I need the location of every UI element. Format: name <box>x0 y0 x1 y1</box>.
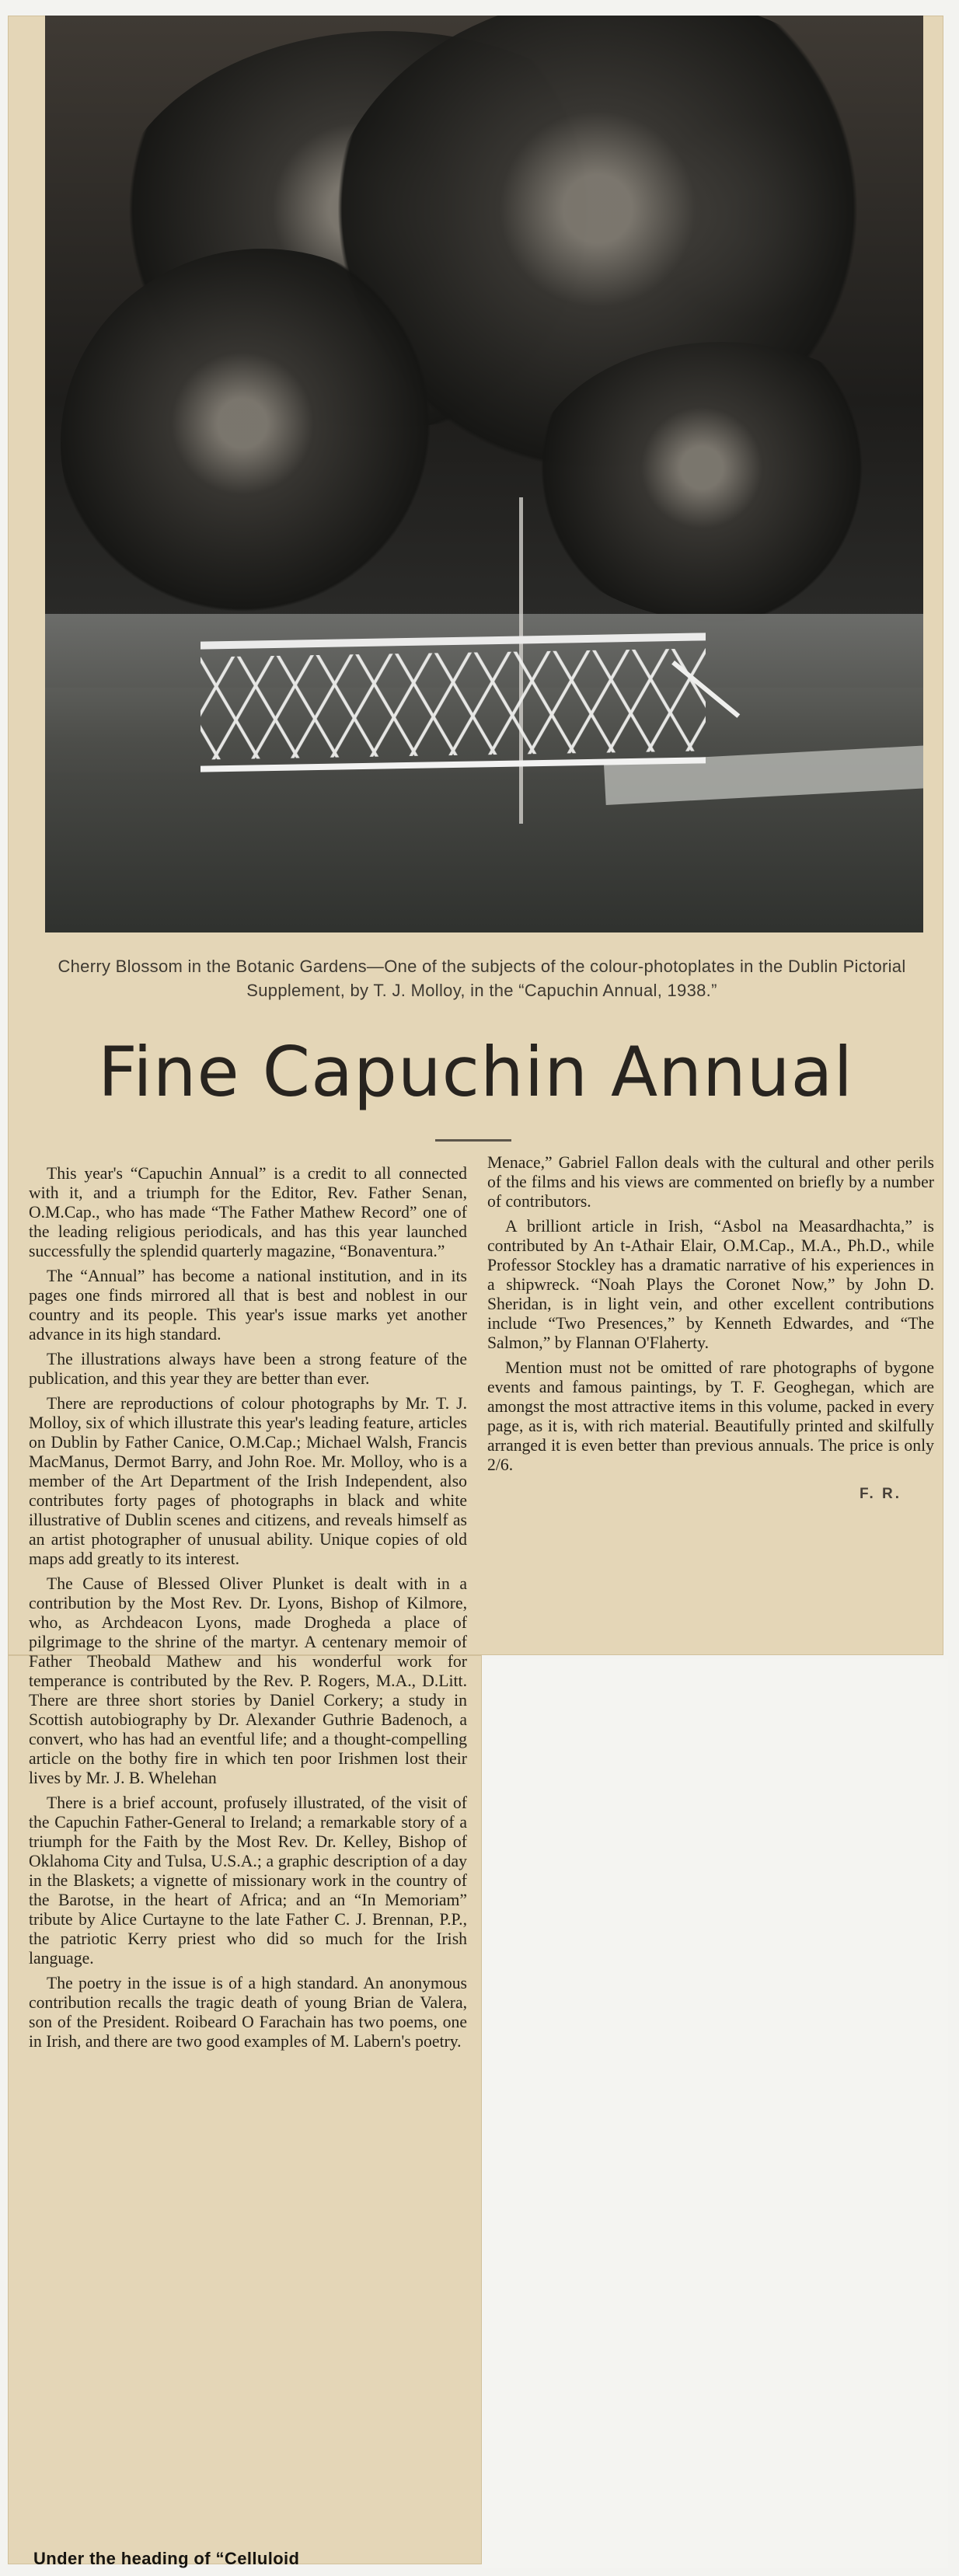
left-paragraph: The poetry in the issue is of a high standard. An anonymous contribution recalls the tragic death of young Brian de Valera, son of the President. Roibeard O Farachain has two poems, one in Irish, and there are two good examples of M. Labern's poetry. <box>29 1974 467 2051</box>
left-paragraph: The “Annual” has become a national institution, and in its pages one finds mirrored all that is best and noblest in our country and its people. This year's issue marks yet another advance in its high standard. <box>29 1267 467 1344</box>
article-right-column <box>487 1153 934 1504</box>
left-paragraph: There is a brief account, profusely illustrated, of the visit of the Capuchin Father-General to Ireland; a remarkable story of a triumph for the Faith by the Most Rev. Dr. Kelley, Bishop of Oklahoma City and Tulsa, U.S.A.; a graphic description of a day in the Blaskets; a vignette of missionary work in the country of the Barotse, in the heart of Africa; and an “In Memoriam” tribute by Alice Curtayne to the late Father C. J. Brennan, P.P., the patriotic Kerry priest who did so much for the Irish language. <box>29 1793 467 1968</box>
left-paragraph: There are reproductions of colour photographs by Mr. T. J. Molloy, six of which illustrate this year's leading feature, articles on Dublin by Father Canice, O.M.Cap.; Michael Walsh, Francis MacManus, Dermot Barry, and John Roe. Mr. Molloy, who is a member of the Art Department of the Irish Independent, also contributes forty pages of photographs in black and white illustrative of Dublin scenes and citizens, and reveals himself as an artist photographer of unusual ability. Unique copies of old maps add greatly to its interest. <box>29 1394 467 1568</box>
blank-paper-area <box>482 1659 948 2568</box>
left-paragraph: The illustrations always have been a strong feature of the publication, and this year they are better than ever. <box>29 1350 467 1388</box>
footbridge <box>201 633 706 772</box>
right-paragraph: Menace,” Gabriel Fallon deals with the cultural and other perils of the films and his views are commented on briefly by a number of contributors. <box>487 1153 934 1211</box>
left-paragraph: The Cause of Blessed Oliver Plunket is dealt with in a contribution by the Most Rev. Dr. Lyons, Bishop of Kilmore, who, as Archdeacon Lyons, made Drogheda a place of pilgrimage to the shrine of the martyr. A centenary memoir of Father Theobald Mathew and his wonderful work for temperance is contributed by the Rev. P. Rogers, M.A., D.Litt. There are three short stories by Daniel Corkery; a study in Scottish autobiography by Dr. Alexander Guthrie Badenoch, a convert, who has had an eventful life; and a thought-compelling article on the bothy fire in which ten poor Irishmen lost their lives by Mr. J. B. Whelehan <box>29 1574 467 1787</box>
left-paragraph: This year's “Capuchin Annual” is a credit to all connected with it, and a triumph for the Editor, Rev. Father Senan, O.M.Cap., who has made “The Father Mathew Record” one of the leading religious periodicals, and has this year launched successfully the splendid quarterly magazine, “Bonaventura.” <box>29 1164 467 1260</box>
tree-foliage <box>527 342 915 622</box>
right-paragraph: A brilliont article in Irish, “Asbol na Measardhachta,” is contributed by An t-Athair Elair, O.M.Cap., M.A., Ph.D., while Professor Stockley has a dramatic narrative of his experiences in a shipwreck. “Noah Plays the Coronet Now,” by John D. Sheridan, is in light vein, and other excellent contributions include “Two Presences,” by Kenneth Edwardes, and “The Salmon,” by Flannan O'Flaherty. <box>487 1217 934 1352</box>
cherry-blossom-photo <box>45 16 923 932</box>
right-paragraph: Mention must not be omitted of rare photographs of bygone events and famous paintings, by T. F. Geoghegan, which are amongst the most attractive items in this volume, packed in every page, as it is, with rich material. Beautifully printed and skilfully arranged it is even better than previous annuals. The price is only 2/6. <box>487 1358 934 1474</box>
photo-caption: Cherry Blossom in the Botanic Gardens—One of the subjects of the colour-photoplates in the Dublin Pictorial Supplement, by T. J. Molloy, in the “Capuchin Annual, 1938.” <box>58 957 906 1000</box>
headline-rule <box>435 1139 511 1142</box>
article-headline: Fine Capuchin Annual <box>98 1032 853 1112</box>
author-initials: F. R. <box>859 1486 901 1502</box>
tree-foliage <box>61 249 465 637</box>
article-left-column <box>29 1161 467 2057</box>
cut-off-subheading: Under the heading of “Celluloid <box>33 2549 300 2568</box>
